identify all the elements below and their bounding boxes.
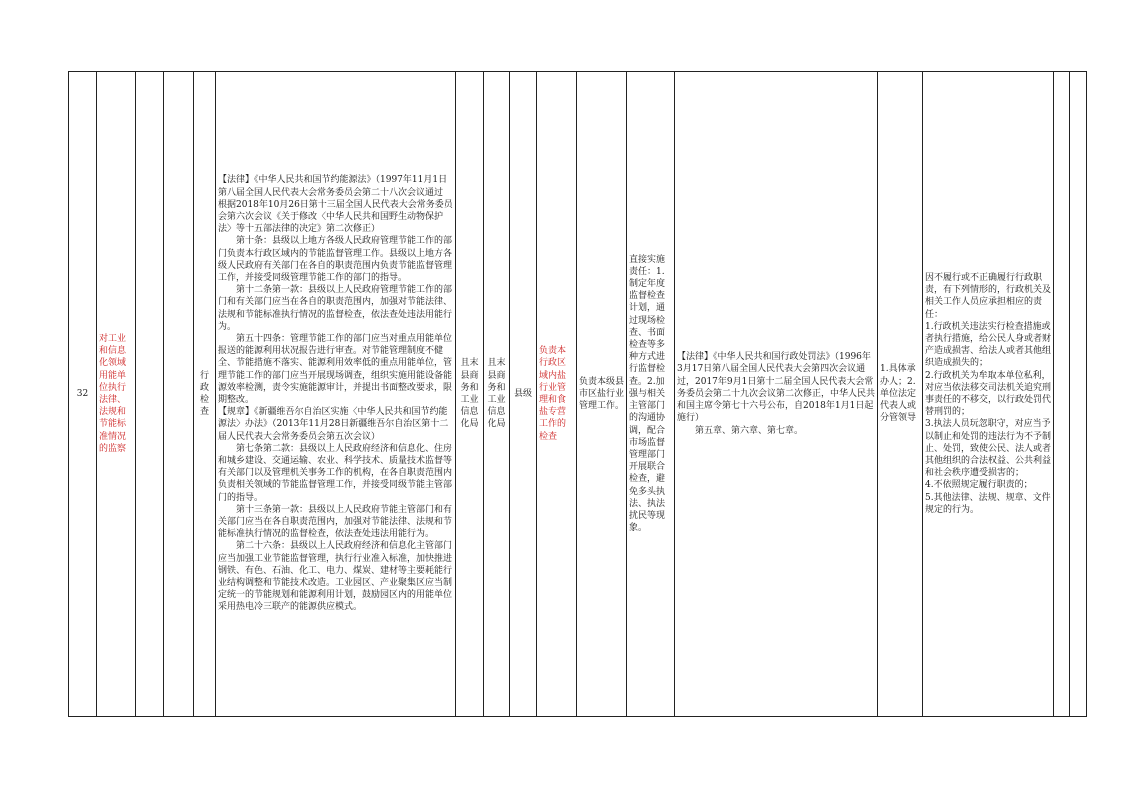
regulation-article: 第二十六条：县级以上人民政府经济和信息化主管部门应当加强工业节能监督管理，执行行业准入标准，加快推进钢铁、有色、石油、化工、电力、煤炭、建材等主要耗能行业结构调整和节能技术改造。工业园区、产业聚集区应当制定统一的节能规划和能源利用计划，鼓励园区内的用能单位采用热电冷三联产的能源供应模式。: [218, 541, 453, 613]
liability-item: 4.不依照规定履行职责的；: [925, 480, 1033, 491]
table-row: [69, 72, 1087, 717]
liability-item: 因不履行或不正确履行行政职责，有下列情形的，行政机关及相关工作人员应承担相应的责任：: [925, 272, 1052, 320]
liability-item: 2.行政机关为牟取本单位私利，对应当依法移交司法机关追究刑事责任的不移交，以行政处罚代替刑罚的；: [925, 370, 1052, 418]
blank-cell: [136, 72, 164, 717]
liability-list: [923, 72, 1054, 717]
law-article: 第十条：县级以上地方各级人民政府管理节能工作的部门负责本行政区域内的节能监督管理工作。县级以上地方各级人民政府有关部门在各自的职责范围内负责节能监督管理工作，并接受同级管理节能工作的部门的指导。: [218, 236, 453, 283]
implementing-body: 且末县商务和工业信息化局: [456, 72, 484, 717]
responsible-subject: 1.具体承办人；2.单位法定代表人或分管领导: [878, 72, 923, 717]
liability-item: 5.其他法律、法规、规章、文件规定的行为。: [925, 492, 1051, 515]
penalty-chapters: 第五章、第六章、第七章。: [695, 425, 804, 436]
item-category: 行政检查: [194, 72, 216, 717]
liability-item: 1.行政机关违法实行检查措施或者执行措施，给公民人身或者财产造成损害、给法人或者其他组织造成损失的；: [925, 321, 1052, 369]
row-number: 32: [69, 72, 97, 717]
admin-level: 县级: [510, 72, 537, 717]
blank-cell: [164, 72, 194, 717]
law-title: 【法律】《中华人民共和国节约能源法》（1997年11月1日第八届全国人民代表大会常务委员会第二十八次会议通过 根据2018年10月26日第十三届全国人民代表大会常务委员会第六次会议《关于修改〈中华人民共和国野生动物保护法〉等十五部法律的决定》第二次修正）: [218, 175, 453, 235]
duty-scope: 负责本级县市区盐行业管理工作。: [577, 72, 627, 717]
regulation-article: 第十三条第一款：县级以上人民政府节能主管部门和有关部门应当在各自职责范围内，加强对节能法律、法规和节能标准执行情况的监督检查，依法查处违法用能行为。: [218, 504, 453, 540]
law-article: 第十二条第一款：县级以上人民政府管理节能工作的部门和有关部门应当在各自的职责范围内，加强对节能法律、法规和节能标准执行情况的监督检查，依法查处违法用能行为。: [218, 285, 453, 332]
blank-cell: [1054, 72, 1070, 717]
item-name: 对工业和信息化领域用能单位执行法律、法规和节能标准情况的监察: [97, 72, 136, 717]
power-list-table: [68, 71, 1087, 717]
internal-department: 负责本行政区域内盐行业管理和食盐专营工作的检查: [537, 72, 577, 717]
accountability-duties: 直接实施责任：1.制定年度监督检查计划，通过现场检查、书面检查等多种方式进行监督检查。2.加强与相关主管部门的沟通协调，配合市场监督管理部门开展联合检查，避免多头执法、执法扰民等现象。: [627, 72, 675, 717]
regulation-title: 【规章】《新疆维吾尔自治区实施〈中华人民共和国节约能源法〉办法》（2013年11月28日新疆维吾尔自治区第十二届人民代表大会常务委员会第五次会议）: [218, 407, 449, 442]
responsible-department: 且末县商务和工业信息化局: [484, 72, 510, 717]
legal-basis: [216, 72, 456, 717]
regulation-article: 第七条第二款：县级以上人民政府经济和信息化、住房和城乡建设、交通运输、农业、科学技术、质量技术监督等有关部门以及管理机关事务工作的机构，在各自职责范围内负责相关领域的节能监督管理工作，并接受同级节能主管部门的指导。: [218, 443, 453, 503]
penalty-law: 【法律】《中华人民共和国行政处罚法》（1996年3月17日第八届全国人民代表大会第四次会议通过，2017年9月1日第十二届全国人民代表大会常务委员会第二十九次会议第二次修正，中华人民共和国主席令第七十六号公布，自2018年1月1日起施行）: [677, 352, 876, 424]
penalty-basis: [675, 72, 878, 717]
blank-cell: [1070, 72, 1087, 717]
law-article: 第五十四条：管理节能工作的部门应当对重点用能单位报送的能源利用状况报告进行审查。对节能管理制度不健全、节能措施不落实、能源利用效率低的重点用能单位，管理节能工作的部门应当开展现场调查，组织实施用能设备能源效率检测，责令实施能源审计，并提出书面整改要求，限期整改。: [218, 333, 453, 405]
liability-item: 3.执法人员玩忽职守，对应当予以制止和处罚的违法行为不予制止、处罚，致使公民、法人或者其他组织的合法权益、公共利益和社会秩序遭受损害的；: [925, 419, 1052, 479]
